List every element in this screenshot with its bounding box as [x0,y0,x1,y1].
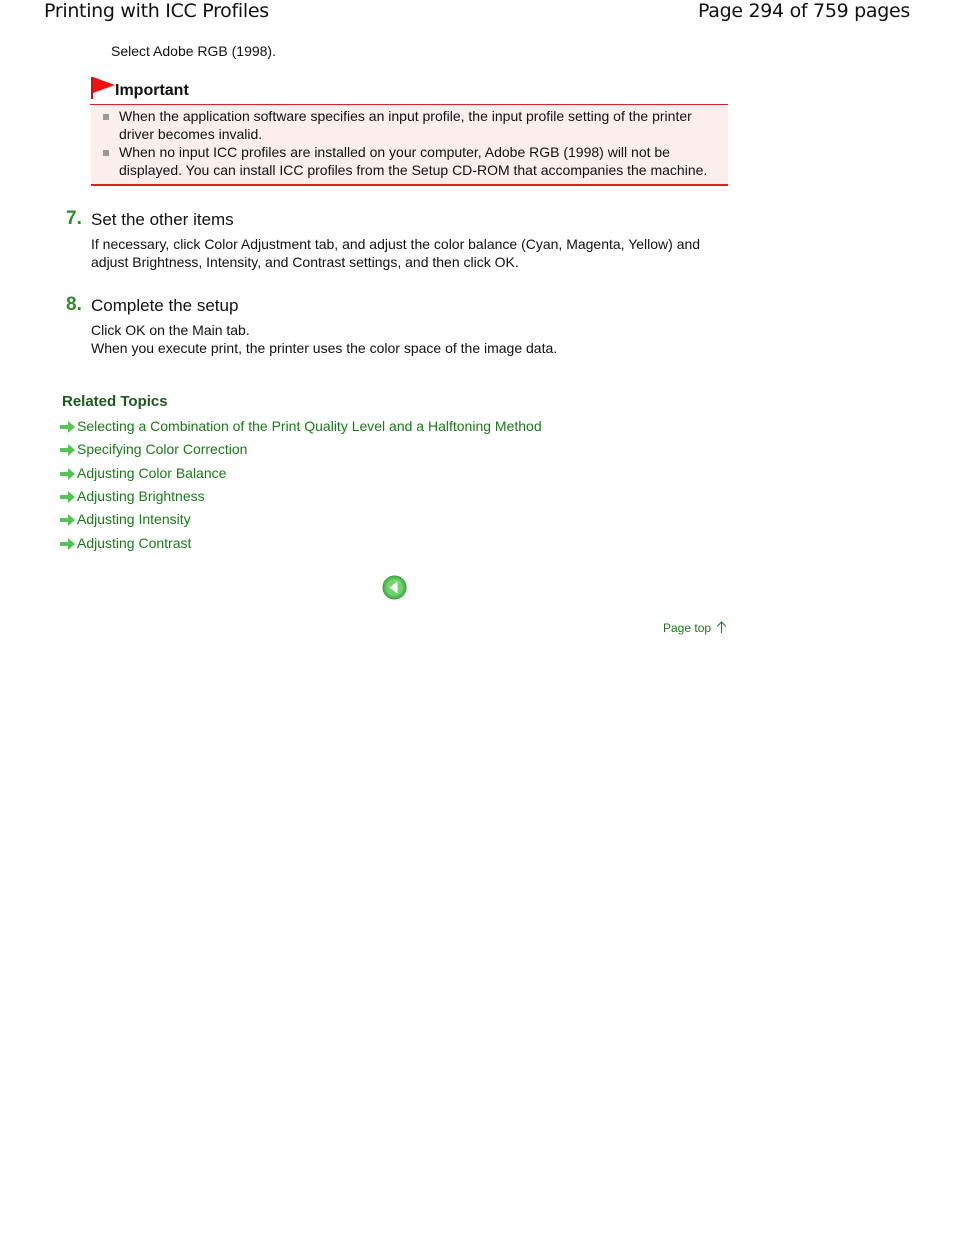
important-item-2: When no input ICC profiles are installed on your computer, Adobe RGB (1998) will not be displayed. You can install ICC profiles from the Setup CD-ROM that accompanies the machine. [119,144,708,178]
important-item-1: When the application software specifies an input profile, the input profile setting of the printer driver becomes invalid. [119,108,692,142]
step-8-number: 8. [66,294,82,315]
bullet-square [103,150,109,156]
step-7-description: If necessary, click Color Adjustment tab, and adjust the color balance (Cyan, Magenta, Yellow) and adjust Brightness, Intensity, and Contrast settings, and then click OK. [91,236,701,270]
page-number-info: Page 294 of 759 pages [697,0,910,22]
green-arrow-right-icon [60,444,75,456]
arrow-up-icon [716,621,727,634]
related-topics-title: Related Topics [62,393,168,410]
page-header-title: Printing with ICC Profiles [44,0,269,22]
red-flag-icon [90,76,116,100]
step-8-description: Click OK on the Main tab. When you execute print, the printer uses the color space of the image data. [91,322,558,356]
intro-text: Select Adobe RGB (1998). [111,43,276,59]
step-8-title: Complete the setup [91,296,239,315]
important-body [91,105,728,186]
green-circle-back-icon[interactable] [382,575,407,600]
green-arrow-right-icon [60,468,75,480]
green-arrow-right-icon [60,491,75,503]
green-arrow-right-icon [60,538,75,550]
step-7-title: Set the other items [91,210,234,229]
step-7-number: 7. [66,208,82,229]
green-arrow-right-icon [60,514,75,526]
important-header [90,76,728,105]
important-label: Important [115,82,189,99]
page-top-link[interactable]: Page top [663,619,727,637]
green-arrow-right-icon [60,421,75,433]
bullet-square [103,114,109,120]
